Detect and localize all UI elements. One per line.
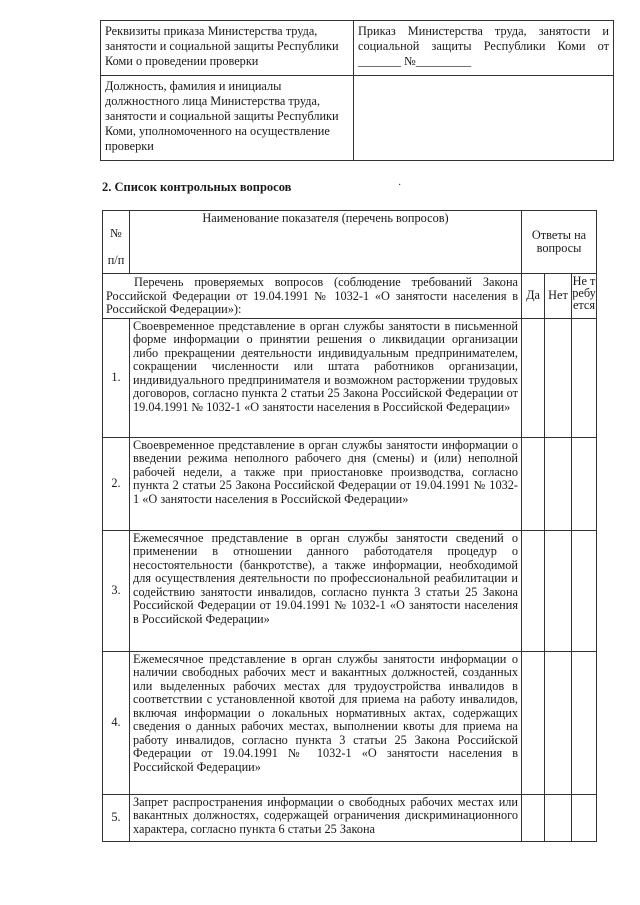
answer-na-cell[interactable]: [572, 530, 597, 651]
row-number: 3.: [103, 530, 130, 651]
answer-yes-header: Да: [522, 274, 545, 319]
order-details-value: Приказ Министерства труда, занятости и социальной защиты Республики Коми от _______ №_________: [354, 21, 614, 76]
answers-header: Ответы на вопросы: [522, 211, 597, 274]
order-details-row: [101, 21, 614, 76]
answer-yes-cell[interactable]: [522, 437, 545, 530]
row-number: 1.: [103, 318, 130, 437]
row-text: Ежемесячное представление в орган службы занятости сведений о применении в отношении данного работодателя процедур о несостоятельности (банкротстве), а также информации, необходимой для осуществления деятельности по профессиональной реабилитации и содействию занятости инвалидов, согласно пункта 3 статьи 25 Закона Российской Федерации от 19.04.1991 № 1032-1 «О занятости населения в Российской Федерации»: [130, 530, 522, 651]
answer-no-cell[interactable]: [545, 318, 572, 437]
row-number: 2.: [103, 437, 130, 530]
row-text: Ежемесячное представление в орган службы занятости информации о наличии свободных рабочих мест и вакантных должностей, созданных или выделенных рабочих местах для трудоустройства инвалидов в соответствии с установленной квотой для приема на работу инвалидов, включая информации о локальных нормативных актах, содержащих сведения о данных рабочих местах, выполнении квоты для приема на работу инвалидов, согласно пункта 3 статьи 25 Закона Российской Федерации от 19.04.1991 № 1032-1 «О занятости населения в Российской Федерации»: [130, 651, 522, 794]
answer-yes-cell[interactable]: [522, 794, 545, 841]
row-text: Своевременное представление в орган службы занятости информации о введении режима неполного рабочего дня (смены) и (или) неполной рабочей недели, а также при приостановке производства, согласно пункта 2 статьи 25 Закона Российской Федерации от 19.04.1991 № 1032-1 «О занятости населения в Российской Федерации»: [130, 437, 522, 530]
table-header-row: [103, 211, 597, 274]
questions-table: [102, 210, 597, 842]
num-header: [103, 211, 130, 274]
answer-na-cell[interactable]: [572, 651, 597, 794]
answer-na-cell[interactable]: [572, 318, 597, 437]
answer-na-header: Не требуется: [572, 274, 597, 319]
answer-no-header: Нет: [545, 274, 572, 319]
inspection-details-table: [100, 20, 614, 161]
name-header: Наименование показателя (перечень вопросов): [130, 211, 522, 274]
num-header-bottom: п/п: [107, 253, 125, 267]
row-text: Запрет распространения информации о свободных рабочих местах или вакантных должностях, содержащей ограничения дискриминационного характера, согласно пункта 6 статьи 25 Закона: [130, 794, 522, 841]
row-text: Своевременное представление в орган службы занятости в письменной форме информации о принятии решения о ликвидации организации либо прекращении деятельности индивидуальным предпринимателем, сокращении численности или штата работников организации, индивидуального предпринимателя и возможном расторжении трудовых договоров, согласно пункта 2 статьи 25 Закона Российской Федерации от 19.04.1991 № 1032-1 «О занятости населения в Российской Федерации»: [130, 318, 522, 437]
answer-no-cell[interactable]: [545, 530, 572, 651]
answer-na-cell[interactable]: [572, 437, 597, 530]
intro-text: Перечень проверяемых вопросов (соблюдение требований Закона Российской Федерации от 19.04.1991 № 1032-1 «О занятости населения в Российской Федерации»):: [103, 274, 522, 319]
order-details-label: Реквизиты приказа Министерства труда, занятости и социальной защиты Республики Коми о проведении проверки: [101, 21, 354, 76]
stray-dot: ·: [398, 180, 402, 191]
answer-yes-cell[interactable]: [522, 318, 545, 437]
table-row: [103, 437, 597, 530]
row-number: 4.: [103, 651, 130, 794]
answer-no-cell[interactable]: [545, 651, 572, 794]
section-title: 2. Список контрольных вопросов: [102, 180, 292, 194]
table-row: [103, 318, 597, 437]
table-row: [103, 651, 597, 794]
table-row: [103, 794, 597, 841]
answer-yes-cell[interactable]: [522, 651, 545, 794]
answer-yes-cell[interactable]: [522, 530, 545, 651]
answer-no-cell[interactable]: [545, 794, 572, 841]
intro-row: [103, 274, 597, 319]
answer-na-cell[interactable]: [572, 794, 597, 841]
official-value: [354, 76, 614, 161]
row-number: 5.: [103, 794, 130, 841]
answer-no-cell[interactable]: [545, 437, 572, 530]
num-header-top: №: [110, 225, 122, 240]
official-row: [101, 76, 614, 161]
official-label: Должность, фамилия и инициалы должностного лица Министерства труда, занятости и социальной защиты Республики Коми, уполномоченного на осуществление проверки: [101, 76, 354, 161]
table-row: [103, 530, 597, 651]
